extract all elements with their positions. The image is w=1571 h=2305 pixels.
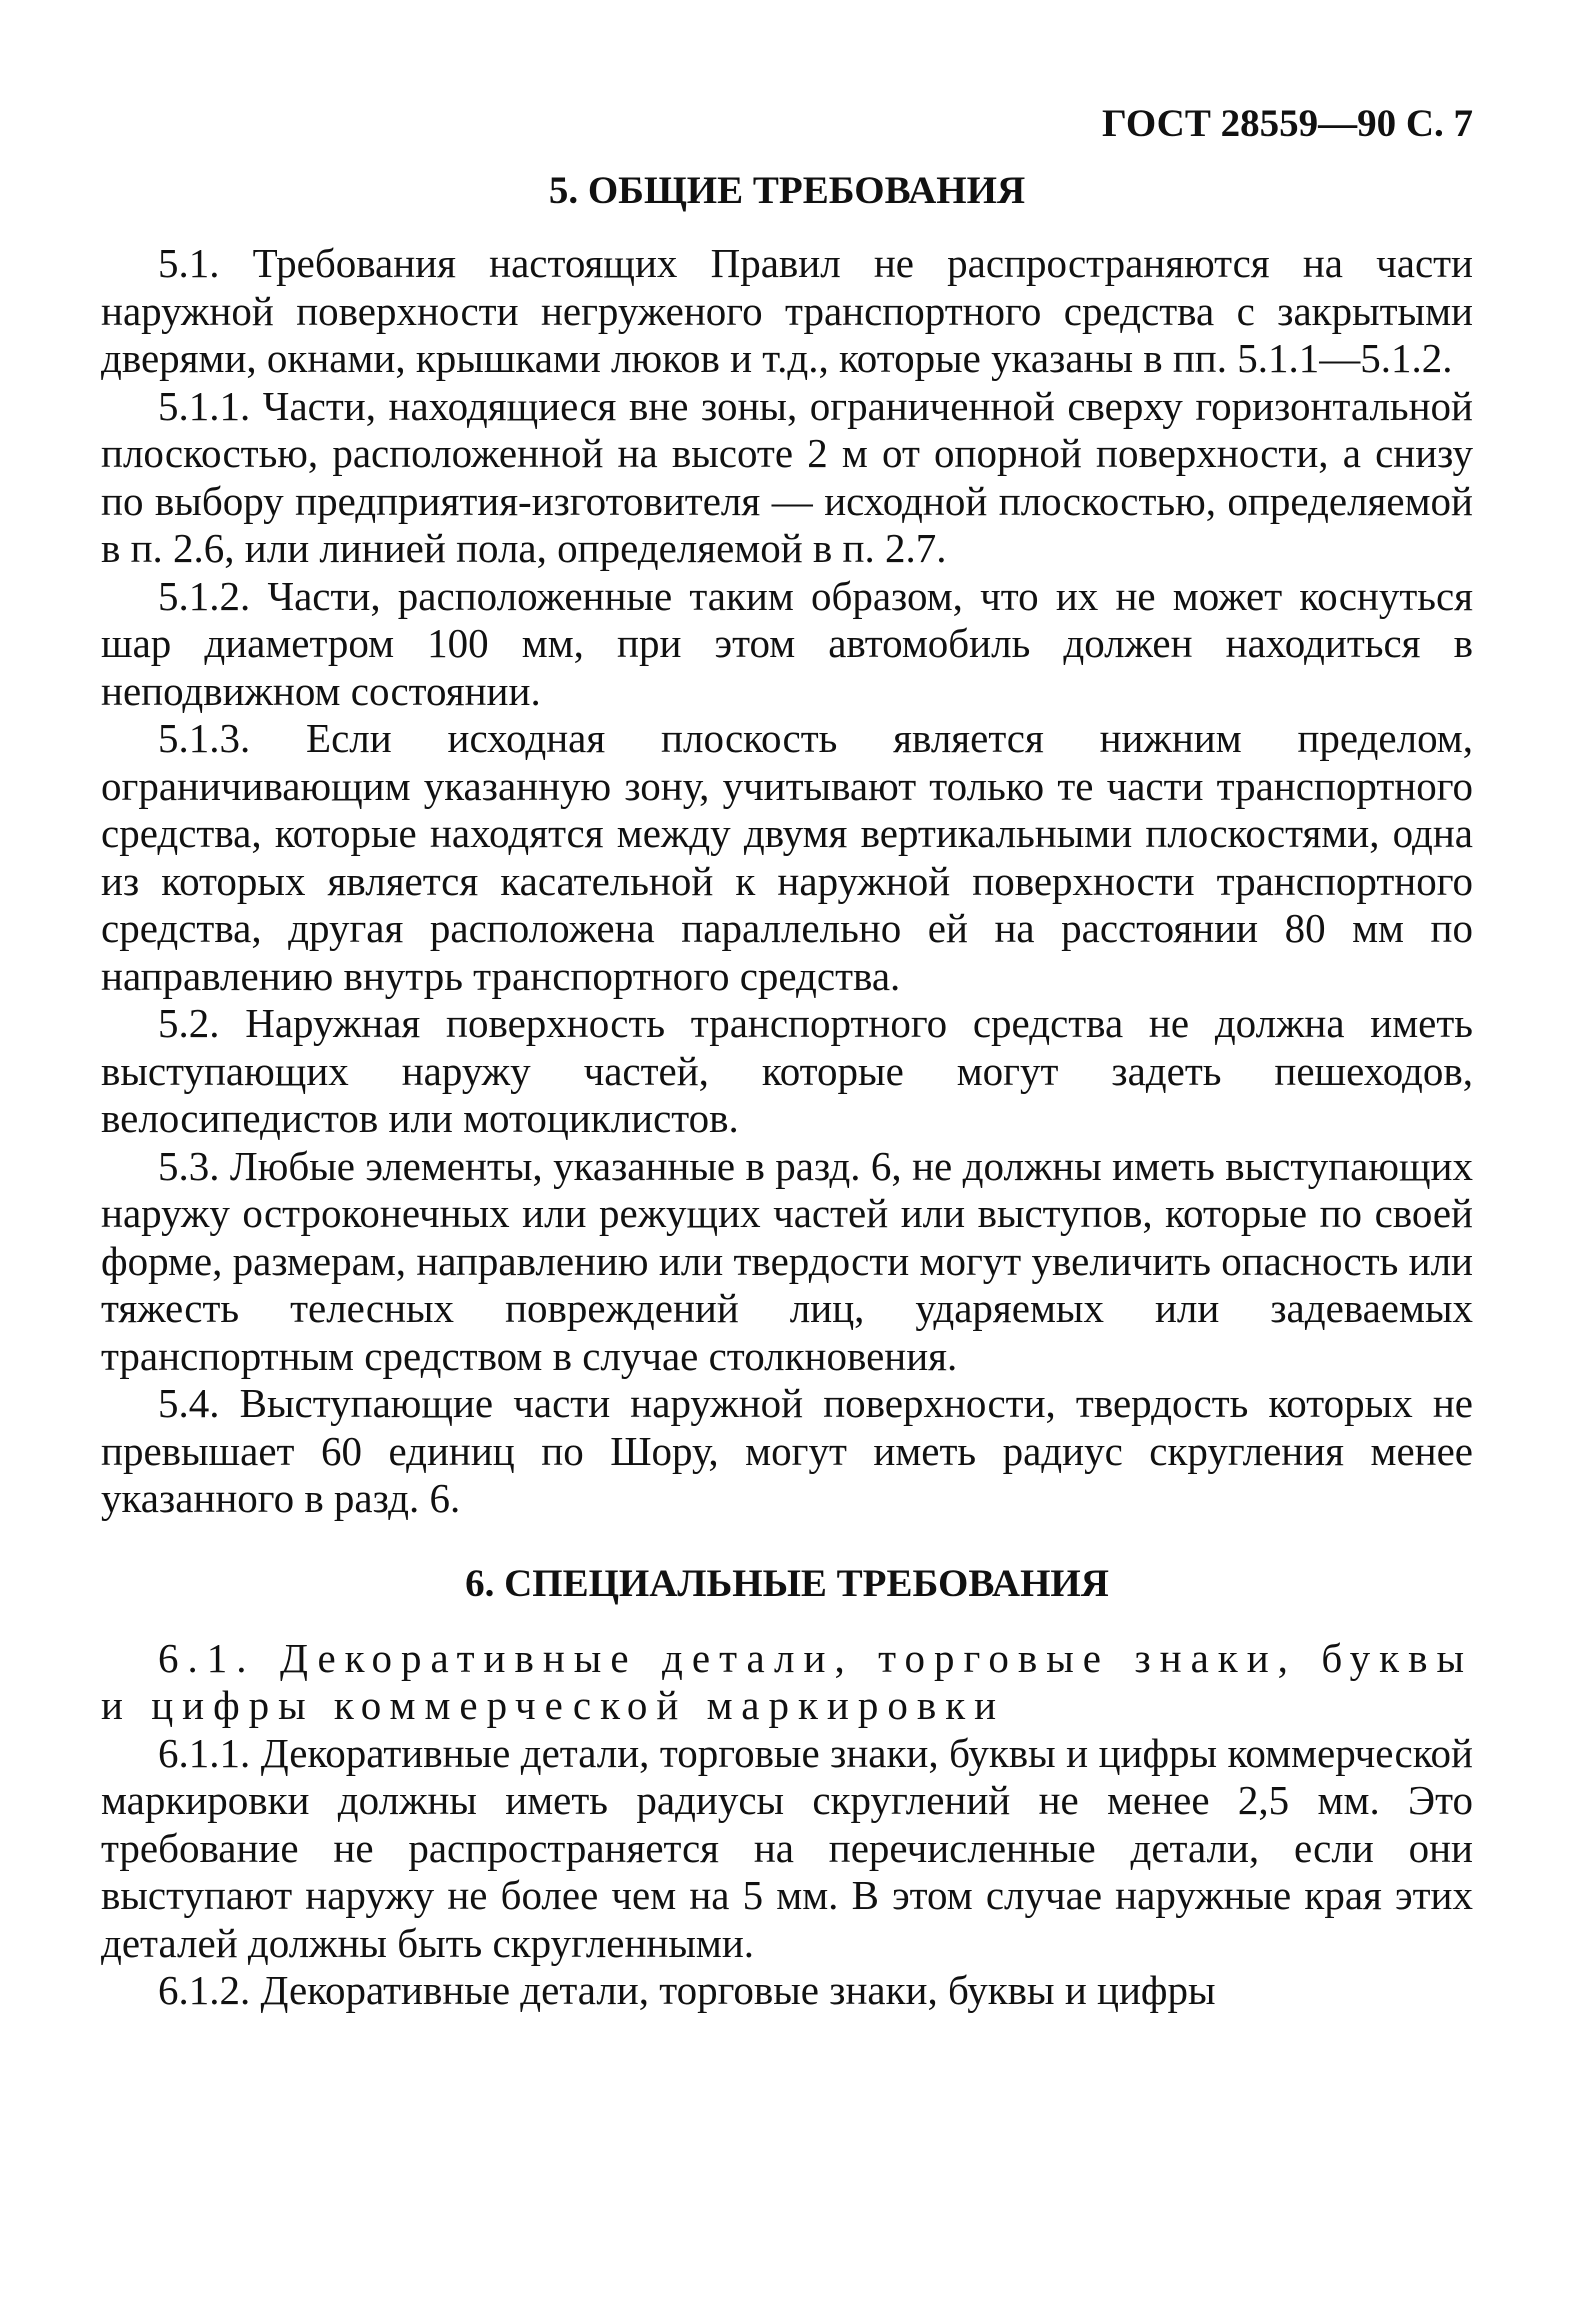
- paragraph-6-1-1: 6.1.1. Декоративные детали, торговые знаки, буквы и цифры коммерческой маркировки должны иметь радиусы скруглений не менее 2,5 мм. Это требование не распространяется на перечисленные детали, если они выступают наружу не более чем на 5 мм. В этом случае наружные края этих деталей должны быть скругленными.: [101, 1729, 1473, 1966]
- paragraph-5-1-2: 5.1.2. Части, расположенные таким образом, что их не может коснуться шар диаметром 100 мм, при этом автомобиль должен находиться в неподвижном состоянии.: [101, 572, 1473, 714]
- section-title-general-requirements: 5. ОБЩИЕ ТРЕБОВАНИЯ: [548, 169, 1026, 212]
- page-header: ГОСТ 28559—90 С. 7: [1102, 102, 1473, 145]
- paragraph-5-4: 5.4. Выступающие части наружной поверхности, твердость которых не превышает 60 единиц по Шору, могут иметь радиус скругления менее указанного в разд. 6.: [101, 1380, 1473, 1521]
- paragraph-5-3: 5.3. Любые элементы, указанные в разд. 6, не должны иметь выступающих наружу остроконечных или режущих частей или выступов, которые по своей форме, размерам, направлению или твердости могут увеличить опасность или тяжесть телесных повреждений лиц, ударяемых или задеваемых транспортным средством в случае столкновения.: [101, 1142, 1473, 1379]
- paragraph-5-1: 5.1. Требования настоящих Правил не распространяются на части наружной поверхности негруженого транспортного средства с закрытыми дверями, окнами, крышками люков и т.д., которые указаны в пп. 5.1.1—5.1.2.: [101, 240, 1473, 381]
- document-page: [101, 100, 1473, 2015]
- paragraph-5-1-1: 5.1.1. Части, находящиеся вне зоны, ограниченной сверху горизонтальной плоскостью, расположенной на высоте 2 м от опорной поверхности, а снизу по выбору предприятия-изготовителя — исходной плоскостью, определяемой в п. 2.6, или линией пола, определяемой в п. 2.7.: [101, 382, 1473, 571]
- subheading-6-1: 6.1. Декоративные детали, торговые знаки, буквы и цифры коммерческой маркировки: [101, 1634, 1473, 1728]
- paragraph-5-1-3: 5.1.3. Если исходная плоскость является нижним пределом, ограничивающим указанную зону, учитывают только те части транспортного средства, которые находятся между двумя вертикальными плоскостями, одна из которых является касательной к наружной поверхности транспортного средства, другая расположена параллельно ей на расстоянии 80 мм по направлению внутрь транспортного средства.: [101, 715, 1473, 999]
- section-title-special-requirements: 6. СПЕЦИАЛЬНЫЕ ТРЕБОВАНИЯ: [465, 1561, 1109, 1605]
- paragraph-5-2: 5.2. Наружная поверхность транспортного средства не должна иметь выступающих наружу частей, которые могут задеть пешеходов, велосипедистов или мотоциклистов.: [101, 1000, 1473, 1141]
- paragraph-6-1-2: 6.1.2. Декоративные детали, торговые знаки, буквы и цифры: [158, 1967, 1216, 2013]
